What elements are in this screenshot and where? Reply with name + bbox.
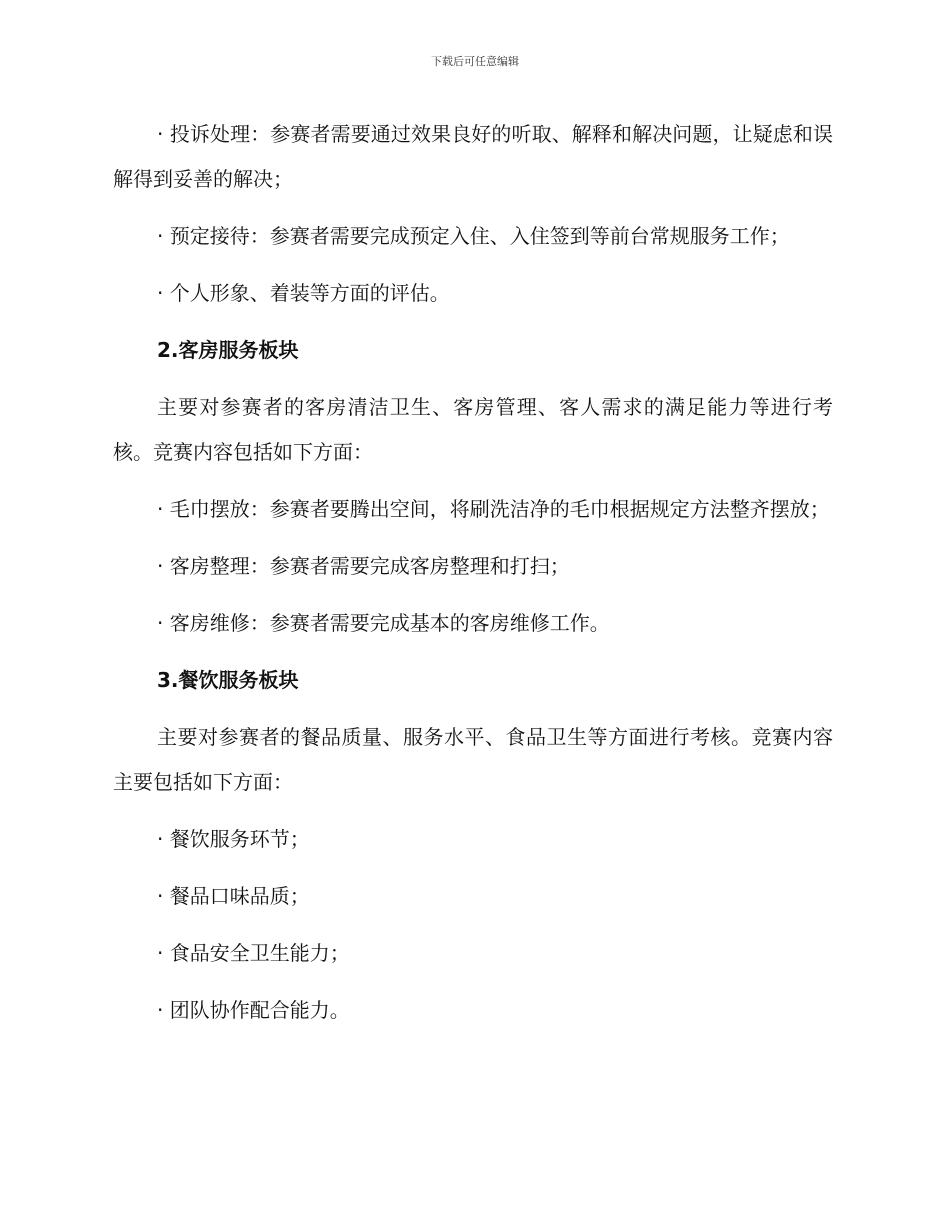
bullet-food-taste: · 餐品口味品质； — [157, 884, 310, 908]
catering-intro: 主要对参赛者的餐品质量、服务水平、食品卫生等方面进行考核。竞赛内容主要包括如下方面： — [113, 725, 833, 794]
section-heading-catering: 3.餐饮服务板块 — [157, 668, 299, 692]
section-heading-housekeeping: 2.客房服务板块 — [157, 338, 299, 362]
bullet-room-tidying: · 客房整理：参赛者需要完成客房整理和打扫； — [157, 554, 570, 578]
bullet-complaint-handling: · 投诉处理：参赛者需要通过效果良好的听取、解释和解决问题，让疑虑和误解得到妥善的解决； — [113, 122, 833, 191]
bullet-towel-placement: · 毛巾摆放：参赛者要腾出空间，将刷洗洁净的毛巾根据规定方法整齐摆放； — [157, 497, 830, 521]
bullet-personal-image: · 个人形象、着装等方面的评估。 — [157, 281, 450, 305]
page-header: 下载后可任意编辑 — [431, 55, 519, 68]
housekeeping-intro: 主要对参赛者的客房清洁卫生、客房管理、客人需求的满足能力等进行考核。竞赛内容包括如下方面： — [113, 395, 833, 464]
bullet-teamwork: · 团队协作配合能力。 — [157, 998, 350, 1022]
bullet-room-maintenance: · 客房维修：参赛者需要完成基本的客房维修工作。 — [157, 611, 610, 635]
bullet-food-safety: · 食品安全卫生能力； — [157, 941, 350, 965]
document-body — [113, 112, 833, 1045]
bullet-catering-service: · 餐饮服务环节； — [157, 827, 310, 851]
bullet-reservation-reception: · 预定接待：参赛者需要完成预定入住、入住签到等前台常规服务工作； — [157, 224, 790, 248]
